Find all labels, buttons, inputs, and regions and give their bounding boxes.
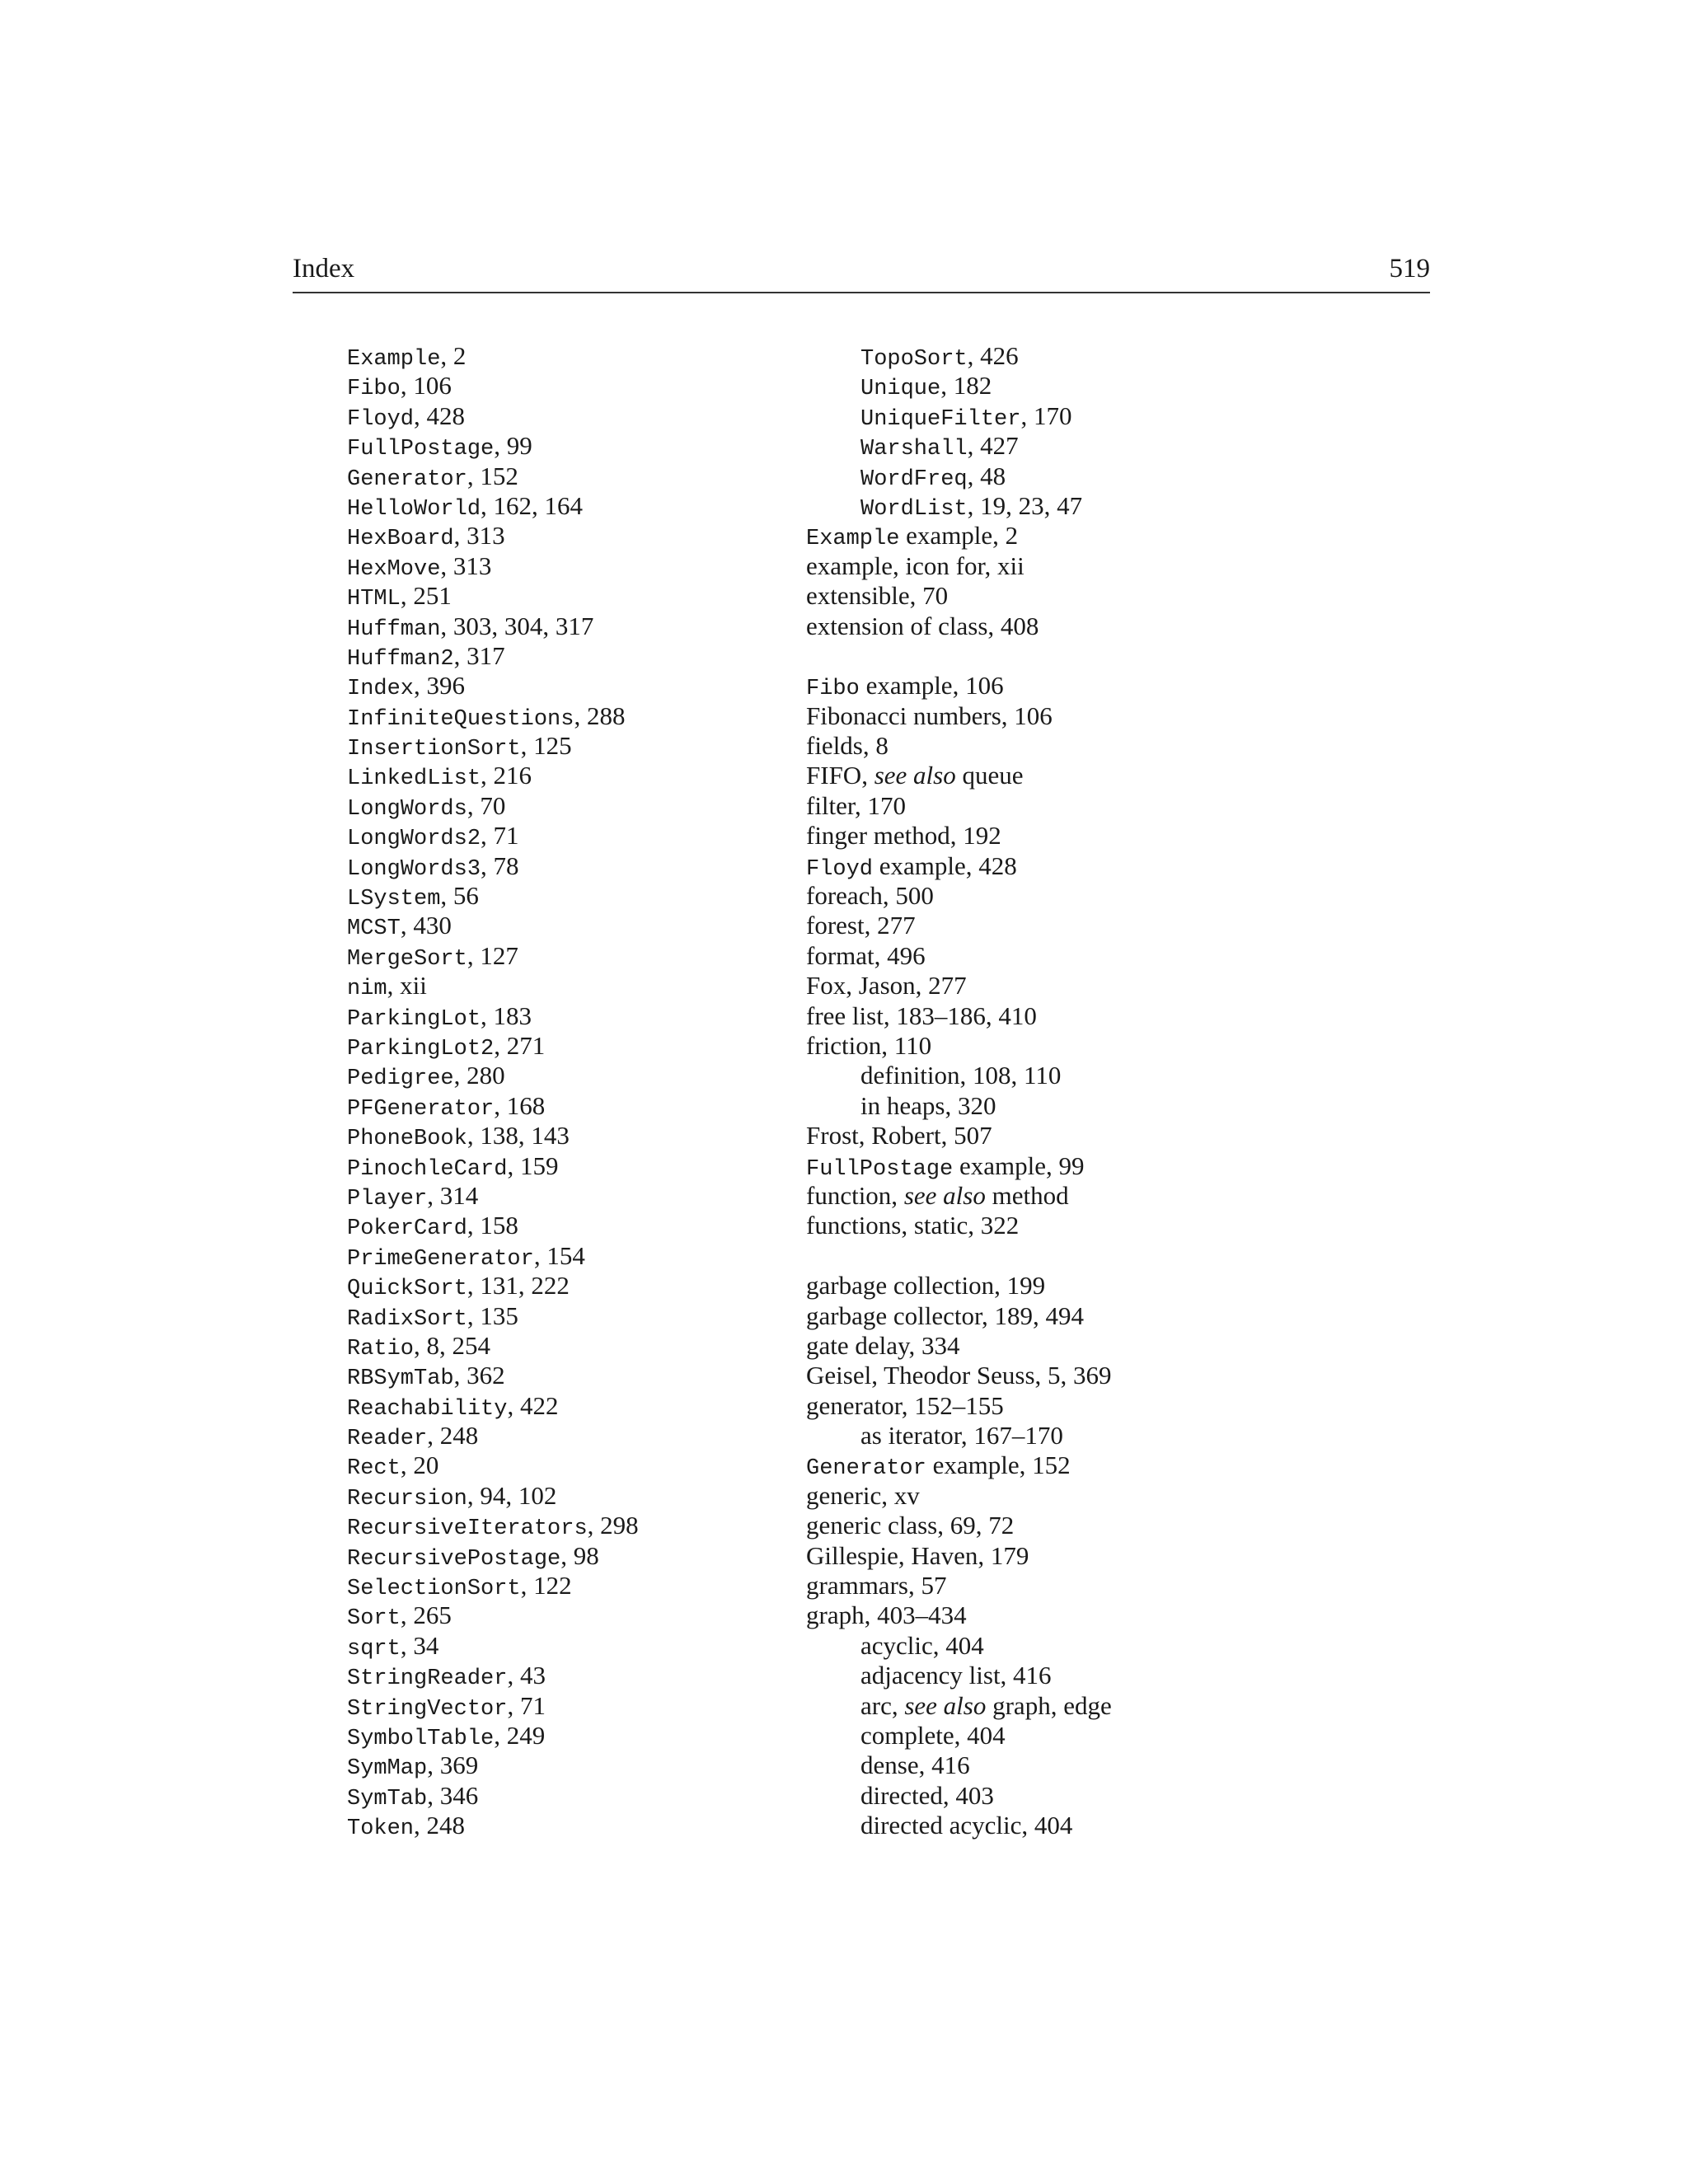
entry-text: example, 428 xyxy=(873,851,1017,880)
entry-text: example, 99 xyxy=(953,1151,1085,1180)
index-entry xyxy=(806,551,1432,581)
entry-text: , 288 xyxy=(574,701,626,730)
index-subentry xyxy=(293,731,787,761)
index-subentry xyxy=(293,401,787,431)
index-subentry xyxy=(293,462,787,491)
entry-text: fields, 8 xyxy=(806,731,889,761)
entry-cross-reference: see also xyxy=(903,1180,986,1210)
entry-text: grammars, 57 xyxy=(806,1571,947,1601)
entry-code-term: HelloWorld xyxy=(347,496,481,522)
entry-code-term: PinochleCard xyxy=(347,1156,508,1182)
entry-text: extensible, 70 xyxy=(806,581,949,611)
entry-code-term: PFGenerator xyxy=(347,1096,495,1122)
entry-code-term: SymTab xyxy=(347,1786,428,1811)
entry-code-term: QuickSort xyxy=(347,1277,467,1302)
index-entry xyxy=(806,911,1432,940)
entry-text: forest, 277 xyxy=(806,911,916,940)
index-subentry xyxy=(293,881,787,911)
entry-text: garbage collection, 199 xyxy=(806,1271,1046,1301)
index-subentry xyxy=(806,1781,1432,1811)
index-subentry xyxy=(293,1361,787,1390)
entry-text: Fibonacci numbers, 106 xyxy=(806,701,1053,730)
entry-code-term: Fibo xyxy=(806,677,860,702)
entry-text: , 426 xyxy=(967,341,1019,370)
entry-code-term: HexMove xyxy=(347,556,441,582)
entry-code-term: RadixSort xyxy=(347,1306,467,1332)
index-entry xyxy=(806,1511,1432,1540)
entry-code-term: Floyd xyxy=(347,406,415,432)
entry-code-term: InfiniteQuestions xyxy=(347,706,574,732)
entry-text: , 168 xyxy=(494,1090,546,1120)
index-subentry xyxy=(293,1631,787,1661)
entry-cross-reference: see also xyxy=(904,1690,987,1720)
entry-text: , 346 xyxy=(427,1780,479,1810)
index-entry xyxy=(806,1001,1432,1031)
index-subentry xyxy=(293,1811,787,1840)
index-entry xyxy=(806,1121,1432,1151)
entry-code-term: ParkingLot xyxy=(347,1006,481,1032)
entry-code-term: TopoSort xyxy=(860,347,968,372)
entry-code-term: LongWords2 xyxy=(347,827,481,852)
index-subentry xyxy=(806,1631,1432,1661)
entry-code-term: HexBoard xyxy=(347,527,454,552)
entry-code-term: Example xyxy=(806,527,900,552)
entry-text: method xyxy=(985,1180,1069,1210)
entry-text: generic, xv xyxy=(806,1480,920,1510)
entry-code-term: FullPostage xyxy=(347,437,495,462)
index-entry xyxy=(806,1361,1432,1390)
entry-text: , 8, 254 xyxy=(414,1330,491,1360)
entry-text: , 313 xyxy=(453,521,505,551)
entry-code-term: HTML xyxy=(347,587,401,612)
index-subentry xyxy=(293,1271,787,1301)
entry-cross-reference: see also xyxy=(874,761,956,790)
entry-text: , 19, 23, 47 xyxy=(967,490,1083,520)
entry-code-term: UniqueFilter xyxy=(860,406,1021,432)
entry-text: , 303, 304, 317 xyxy=(440,611,594,640)
entry-text: , 428 xyxy=(414,401,466,430)
entry-code-term: ParkingLot2 xyxy=(347,1036,495,1062)
entry-text: , 138, 143 xyxy=(467,1121,570,1151)
entry-code-term: Player xyxy=(347,1186,428,1212)
entry-code-term: sqrt xyxy=(347,1636,401,1661)
entry-code-term: Huffman xyxy=(347,616,441,642)
index-subentry xyxy=(293,941,787,971)
entry-code-term: FullPostage xyxy=(806,1156,954,1182)
entry-code-term: Reader xyxy=(347,1427,428,1452)
entry-text: , 427 xyxy=(967,431,1019,461)
index-subentry xyxy=(293,1481,787,1511)
entry-text: , 313 xyxy=(440,551,492,580)
index-subentry xyxy=(293,1691,787,1721)
entry-code-term: LSystem xyxy=(347,887,441,912)
index-subentry xyxy=(293,1061,787,1090)
index-column-left xyxy=(293,341,787,1841)
index-subentry xyxy=(806,371,1432,401)
index-entry xyxy=(806,881,1432,911)
index-subentry xyxy=(293,761,787,790)
entry-code-term: LinkedList xyxy=(347,766,481,792)
entry-code-term: StringVector xyxy=(347,1696,508,1722)
entry-text: , 158 xyxy=(467,1211,518,1240)
entry-text: , 162, 164 xyxy=(481,490,584,520)
index-subentry xyxy=(293,701,787,731)
entry-text: , 422 xyxy=(507,1390,559,1420)
index-subentry xyxy=(293,1301,787,1331)
entry-text: queue xyxy=(955,761,1024,790)
entry-text: gate delay, 334 xyxy=(806,1330,960,1360)
entry-code-term: SymMap xyxy=(347,1756,428,1782)
entry-text: Fox, Jason, 277 xyxy=(806,971,967,1001)
entry-code-term: Generator xyxy=(347,466,467,492)
entry-text: example, 152 xyxy=(926,1451,1071,1480)
entry-text: , 99 xyxy=(494,431,532,461)
index-entry xyxy=(806,1211,1432,1240)
entry-text: arc, xyxy=(860,1690,905,1720)
entry-text: , 43 xyxy=(507,1661,546,1690)
entry-code-term: StringReader xyxy=(347,1666,508,1692)
entry-text: , 183 xyxy=(481,1001,532,1030)
entry-code-term: Recursion xyxy=(347,1486,467,1511)
index-subentry xyxy=(293,1391,787,1421)
index-subentry xyxy=(293,1331,787,1361)
entry-text: , 2 xyxy=(440,341,467,370)
entry-code-term: RecursiveIterators xyxy=(347,1516,588,1542)
index-entry xyxy=(806,1451,1432,1480)
entry-code-term: PrimeGenerator xyxy=(347,1246,534,1272)
entry-text: graph, 403–434 xyxy=(806,1601,967,1630)
index-entry xyxy=(806,821,1432,851)
index-entry xyxy=(806,1151,1432,1181)
index-entry xyxy=(806,761,1432,790)
entry-text: FIFO, xyxy=(806,761,874,790)
index-entry xyxy=(806,851,1432,881)
index-subentry xyxy=(806,1091,1432,1121)
entry-code-term: WordList xyxy=(860,496,968,522)
entry-code-term: Index xyxy=(347,677,415,702)
index-subentry xyxy=(293,581,787,611)
entry-text: , 430 xyxy=(400,911,452,940)
index-entry xyxy=(806,1031,1432,1061)
index-entry xyxy=(806,971,1432,1001)
running-header xyxy=(293,254,1430,293)
entry-text: , 48 xyxy=(967,461,1006,490)
entry-code-term: SymbolTable xyxy=(347,1726,495,1751)
entry-text: , 70 xyxy=(467,790,506,820)
entry-code-term: MergeSort xyxy=(347,946,467,972)
entry-code-term: Huffman2 xyxy=(347,646,454,672)
index-subentry xyxy=(293,1571,787,1601)
index-subentry xyxy=(293,671,787,701)
entry-text: finger method, 192 xyxy=(806,821,1001,851)
index-subentry xyxy=(293,851,787,881)
entry-code-term: RBSymTab xyxy=(347,1366,454,1392)
entry-text: directed, 403 xyxy=(860,1780,994,1810)
index-subentry xyxy=(293,521,787,551)
index-subentry xyxy=(806,341,1432,371)
index-subentry xyxy=(293,1661,787,1690)
index-subentry xyxy=(293,1091,787,1121)
header-title: Index xyxy=(293,254,355,284)
entry-text: free list, 183–186, 410 xyxy=(806,1001,1037,1030)
index-subentry xyxy=(293,1211,787,1240)
entry-text: , 280 xyxy=(453,1061,505,1090)
entry-text: as iterator, 167–170 xyxy=(860,1421,1063,1451)
index-subentry xyxy=(293,1001,787,1031)
index-subentry xyxy=(293,1241,787,1271)
entry-code-term: InsertionSort xyxy=(347,737,521,762)
index-subentry xyxy=(293,371,787,401)
entry-code-term: Ratio xyxy=(347,1336,415,1361)
index-subentry xyxy=(293,1750,787,1780)
entry-code-term: MCST xyxy=(347,916,401,942)
entry-code-term: PhoneBook xyxy=(347,1127,467,1152)
index-subentry xyxy=(806,401,1432,431)
index-entry xyxy=(806,1481,1432,1511)
entry-text: example, 106 xyxy=(859,671,1004,701)
entry-text: Frost, Robert, 507 xyxy=(806,1121,992,1151)
entry-text: , 154 xyxy=(533,1240,585,1270)
entry-text: complete, 404 xyxy=(860,1720,1006,1750)
entry-text: , 125 xyxy=(520,731,572,761)
entry-text: generator, 152–155 xyxy=(806,1390,1004,1420)
entry-text: definition, 108, 110 xyxy=(860,1061,1062,1090)
entry-text: directed acyclic, 404 xyxy=(860,1811,1073,1840)
entry-text: , 135 xyxy=(467,1301,518,1330)
index-entry xyxy=(806,941,1432,971)
index-subentry xyxy=(806,1421,1432,1451)
index-subentry xyxy=(293,1781,787,1811)
index-column-right xyxy=(806,341,1432,1841)
index-subentry xyxy=(293,1031,787,1061)
index-subentry xyxy=(293,1421,787,1451)
index-subentry xyxy=(293,1451,787,1480)
index-subentry xyxy=(806,462,1432,491)
entry-text: acyclic, 404 xyxy=(860,1630,984,1660)
index-entry xyxy=(806,1181,1432,1211)
entry-text: , 182 xyxy=(940,371,992,401)
index-subentry xyxy=(293,612,787,641)
entry-text: , 152 xyxy=(467,461,518,490)
index-entry xyxy=(806,731,1432,761)
entry-text: , 127 xyxy=(467,940,518,970)
index-subentry xyxy=(293,1511,787,1540)
index-subentry xyxy=(806,1721,1432,1750)
index-entry xyxy=(806,1271,1432,1301)
entry-text: , 98 xyxy=(560,1540,599,1570)
entry-code-term: PokerCard xyxy=(347,1216,467,1242)
entry-text: foreach, 500 xyxy=(806,881,934,911)
index-subentry xyxy=(293,341,787,371)
entry-text: , 20 xyxy=(400,1451,439,1480)
entry-code-term: Reachability xyxy=(347,1396,508,1422)
entry-text: , 298 xyxy=(587,1511,639,1540)
index-entry xyxy=(806,1301,1432,1331)
index-entry xyxy=(806,671,1432,701)
entry-code-term: SelectionSort xyxy=(347,1577,521,1602)
index-subentry xyxy=(293,1121,787,1151)
entry-text: , 248 xyxy=(414,1811,466,1840)
entry-text: , 251 xyxy=(400,581,452,611)
entry-code-term: WordFreq xyxy=(860,466,968,492)
entry-text: , 131, 222 xyxy=(467,1271,570,1301)
index-entry xyxy=(806,1331,1432,1361)
index-subentry xyxy=(806,1811,1432,1840)
entry-code-term: LongWords xyxy=(347,796,467,822)
entry-text: , 71 xyxy=(507,1690,546,1720)
entry-text: , 369 xyxy=(427,1750,479,1780)
entry-text: , 71 xyxy=(481,821,519,851)
entry-text: filter, 170 xyxy=(806,790,907,820)
entry-code-term: Unique xyxy=(860,377,941,402)
index-subentry xyxy=(293,821,787,851)
index-subentry xyxy=(293,641,787,671)
index-subentry xyxy=(293,551,787,581)
entry-text: functions, static, 322 xyxy=(806,1211,1020,1240)
entry-code-term: Generator xyxy=(806,1456,926,1482)
entry-code-term: Rect xyxy=(347,1456,401,1482)
entry-text: in heaps, 320 xyxy=(860,1090,996,1120)
index-subentry xyxy=(806,1691,1432,1721)
entry-text: Geisel, Theodor Seuss, 5, 369 xyxy=(806,1361,1112,1390)
entry-text: dense, 416 xyxy=(860,1750,970,1780)
index-entry xyxy=(806,581,1432,611)
entry-text: extension of class, 408 xyxy=(806,611,1039,640)
entry-text: friction, 110 xyxy=(806,1030,932,1060)
entry-text: , 170 xyxy=(1020,401,1072,430)
index-entry xyxy=(806,1601,1432,1630)
entry-text: example, 2 xyxy=(899,521,1019,551)
index-subentry xyxy=(293,1151,787,1181)
entry-code-term: Warshall xyxy=(860,437,968,462)
index-entry xyxy=(806,521,1432,551)
index-subentry xyxy=(806,1061,1432,1090)
index-subentry xyxy=(293,911,787,940)
entry-text: example, icon for, xii xyxy=(806,551,1025,580)
entry-code-term: Token xyxy=(347,1816,415,1842)
page-number: 519 xyxy=(1389,254,1430,284)
index-entry xyxy=(806,701,1432,731)
entry-code-term: Pedigree xyxy=(347,1066,454,1092)
index-entry xyxy=(806,1571,1432,1601)
entry-code-term: Floyd xyxy=(806,856,874,882)
index-subentry xyxy=(293,491,787,521)
index-entry xyxy=(806,612,1432,641)
entry-text: function, xyxy=(806,1180,904,1210)
entry-text: , 78 xyxy=(481,851,519,880)
entry-text: , 94, 102 xyxy=(467,1480,557,1510)
index-subentry xyxy=(293,791,787,821)
entry-text: graph, edge xyxy=(986,1690,1112,1720)
entry-text: , 122 xyxy=(520,1571,572,1601)
entry-code-term: Fibo xyxy=(347,377,401,402)
index-subentry xyxy=(806,1750,1432,1780)
index-entry xyxy=(806,1391,1432,1421)
index-entry xyxy=(806,791,1432,821)
entry-text: Gillespie, Haven, 179 xyxy=(806,1540,1029,1570)
index-subentry xyxy=(293,1721,787,1750)
entry-text: format, 496 xyxy=(806,940,926,970)
entry-text: , 34 xyxy=(400,1630,439,1660)
index-entry xyxy=(806,1541,1432,1571)
index-subentry xyxy=(293,1181,787,1211)
entry-text: , 216 xyxy=(481,761,532,790)
entry-text: , 396 xyxy=(414,671,466,701)
index-subentry xyxy=(293,431,787,461)
entry-text: , 314 xyxy=(427,1180,479,1210)
entry-text: , xii xyxy=(387,971,427,1001)
entry-code-term: LongWords3 xyxy=(347,856,481,882)
entry-text: garbage collector, 189, 494 xyxy=(806,1301,1085,1330)
index-subentry xyxy=(293,1601,787,1630)
entry-text: adjacency list, 416 xyxy=(860,1661,1052,1690)
entry-text: generic class, 69, 72 xyxy=(806,1511,1015,1540)
index-subentry xyxy=(293,971,787,1001)
entry-text: , 271 xyxy=(494,1030,546,1060)
index-subentry xyxy=(806,431,1432,461)
entry-text: , 317 xyxy=(453,640,505,670)
entry-text: , 249 xyxy=(494,1720,546,1750)
index-subentry xyxy=(293,1541,787,1571)
entry-code-term: Example xyxy=(347,347,441,372)
entry-code-term: RecursivePostage xyxy=(347,1546,561,1572)
entry-code-term: Sort xyxy=(347,1606,401,1632)
entry-text: , 106 xyxy=(400,371,452,401)
entry-code-term: nim xyxy=(347,977,387,1002)
entry-text: , 362 xyxy=(453,1361,505,1390)
entry-text: , 248 xyxy=(427,1421,479,1451)
entry-text: , 265 xyxy=(400,1601,452,1630)
entry-text: , 159 xyxy=(507,1151,559,1180)
index-subentry xyxy=(806,1661,1432,1690)
entry-text: , 56 xyxy=(440,881,479,911)
index-subentry xyxy=(806,491,1432,521)
